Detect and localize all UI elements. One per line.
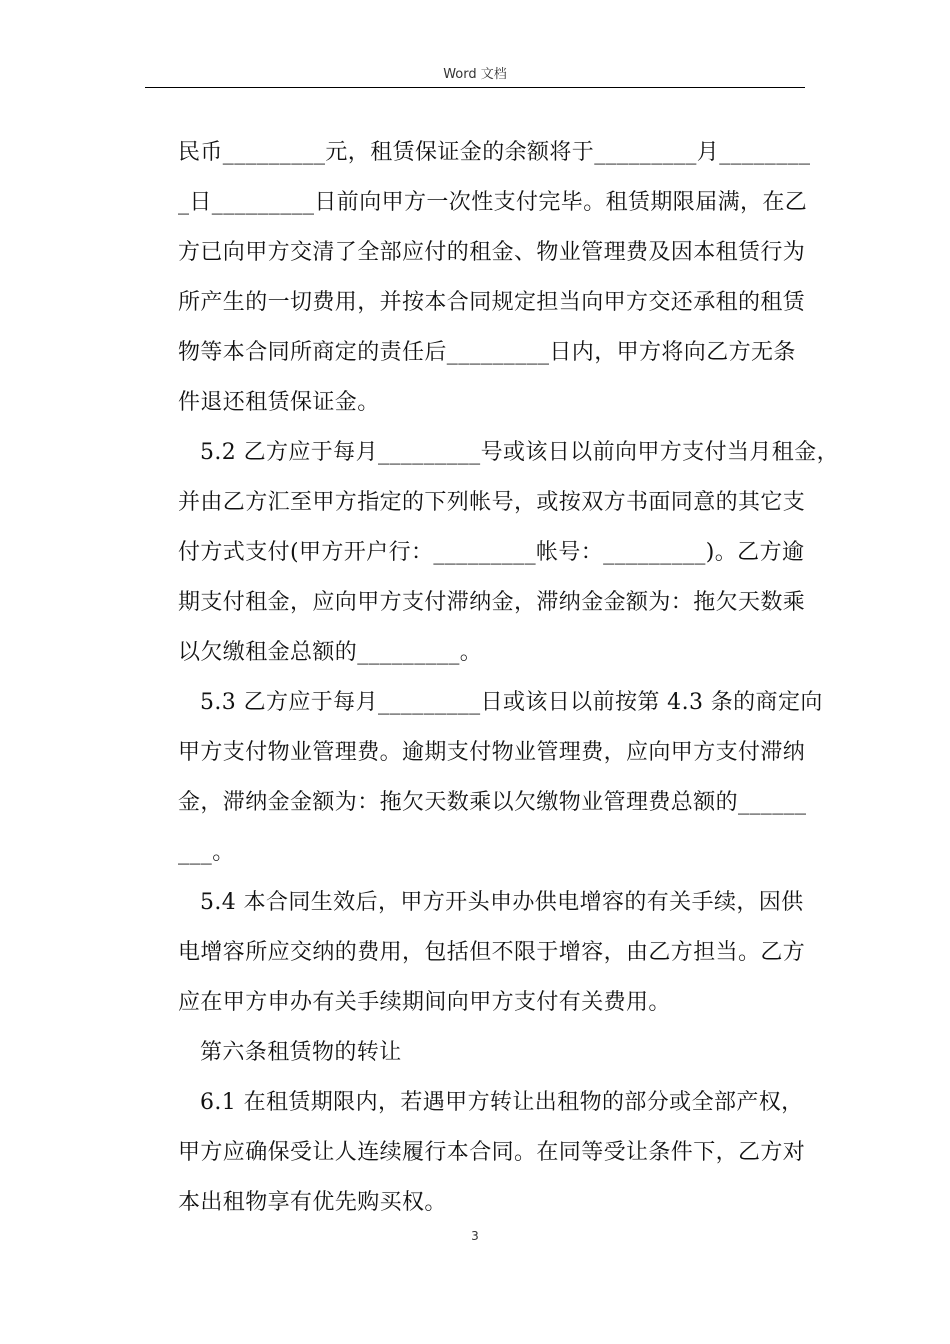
body-line: 5.4 本合同生效后，甲方开头申办供电增容的有关手续，因供 bbox=[200, 890, 804, 915]
body-line: ___。 bbox=[178, 840, 235, 865]
header-divider bbox=[145, 87, 805, 88]
body-line: 电增容所应交纳的费用，包括但不限于增容，由乙方担当。乙方 bbox=[178, 940, 806, 965]
body-line: 期支付租金，应向甲方支付滞纳金，滞纳金金额为：拖欠天数乘 bbox=[178, 590, 806, 615]
body-line: 5.3 乙方应于每月_________日或该日以前按第 4.3 条的商定向 bbox=[200, 690, 823, 715]
body-line: 付方式支付(甲方开户行：_________帐号：_________)。乙方逾 bbox=[178, 540, 805, 565]
body-line: 所产生的一切费用，并按本合同规定担当向甲方交还承租的租赁 bbox=[178, 290, 806, 315]
body-line: 金，滞纳金金额为：拖欠天数乘以欠缴物业管理费总额的______ bbox=[178, 790, 807, 815]
page-header-title: Word 文档 bbox=[443, 67, 507, 82]
body-line: 本出租物享有优先购买权。 bbox=[178, 1190, 447, 1215]
section-heading: 第六条租赁物的转让 bbox=[200, 1040, 402, 1065]
body-line: 甲方应确保受让人连续履行本合同。在同等受让条件下，乙方对 bbox=[178, 1140, 806, 1165]
document-body bbox=[178, 128, 839, 1228]
body-line: 件退还租赁保证金。 bbox=[178, 390, 380, 415]
body-line: 物等本合同所商定的责任后_________日内，甲方将向乙方无条 bbox=[178, 340, 796, 365]
body-line: 并由乙方汇至甲方指定的下列帐号，或按双方书面同意的其它支 bbox=[178, 490, 806, 515]
body-line: 以欠缴租金总额的_________。 bbox=[178, 640, 483, 665]
body-line: 民币_________元，租赁保证金的余额将于_________月________ bbox=[178, 140, 811, 165]
page-number: 3 bbox=[471, 1229, 479, 1243]
body-line: 5.2 乙方应于每月_________号或该日以前向甲方支付当月租金， bbox=[200, 440, 839, 465]
body-line: 甲方支付物业管理费。逾期支付物业管理费，应向甲方支付滞纳 bbox=[178, 740, 806, 765]
body-line: _日_________日前向甲方一次性支付完毕。租赁期限届满，在乙 bbox=[178, 190, 808, 215]
body-line: 应在甲方申办有关手续期间向甲方支付有关费用。 bbox=[178, 990, 671, 1015]
body-line: 6.1 在租赁期限内，若遇甲方转让出租物的部分或全部产权， bbox=[200, 1090, 804, 1115]
body-line: 方已向甲方交清了全部应付的租金、物业管理费及因本租赁行为 bbox=[178, 240, 806, 265]
